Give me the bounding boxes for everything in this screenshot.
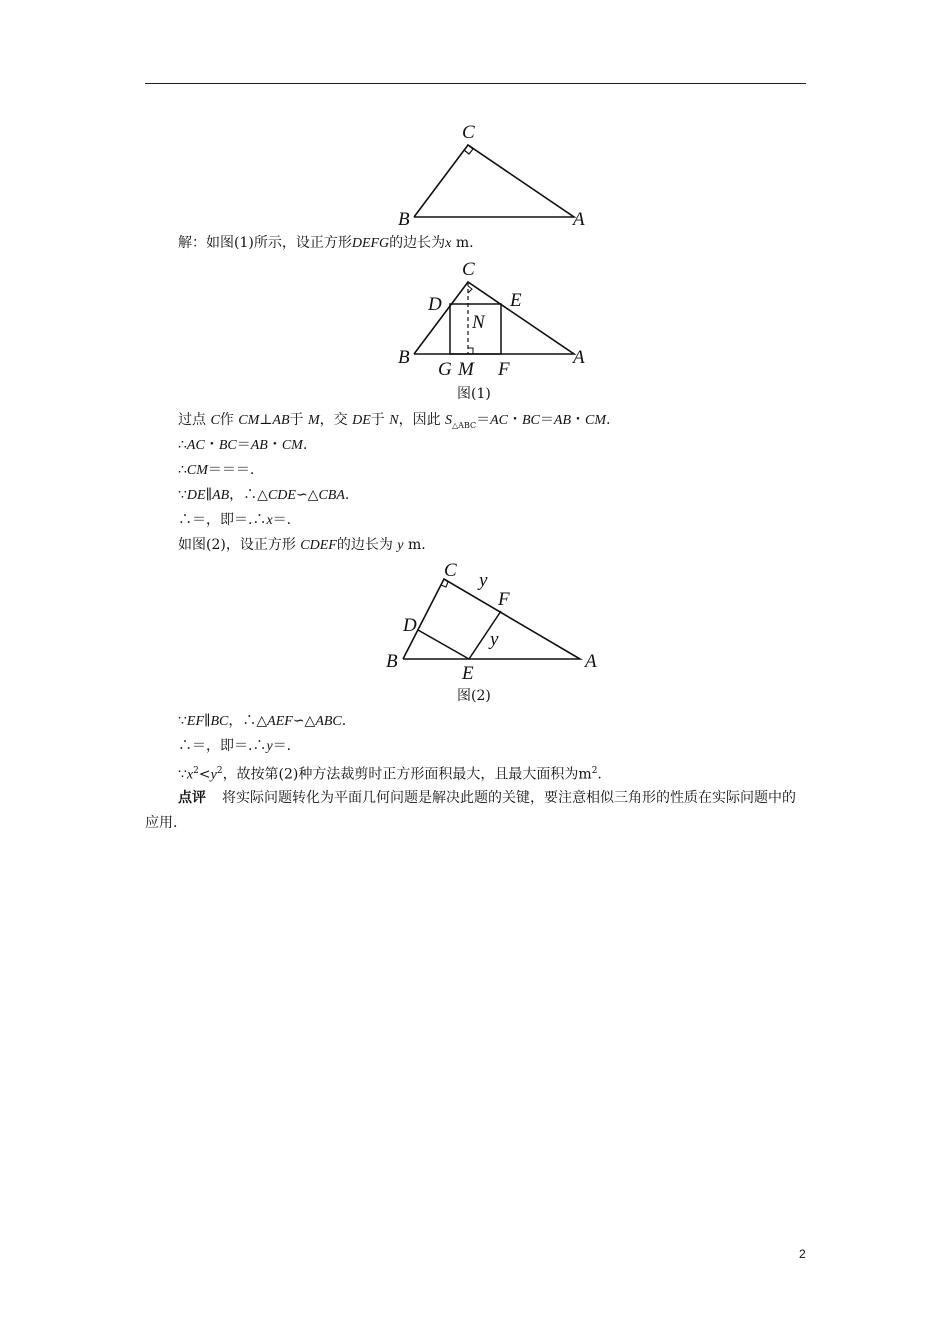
label-m: M — [458, 359, 474, 380]
figure-2-caption: 图(2) — [457, 688, 491, 704]
page-number: 2 — [799, 1247, 806, 1261]
solution-line-4: ∴CM＝＝＝. — [178, 462, 255, 478]
comment-title: 点评 — [178, 790, 206, 806]
label-b: B — [398, 347, 410, 368]
label-b: B — [398, 209, 410, 230]
figure-2-square-cdef — [380, 555, 605, 685]
figure-1-caption: 图(1) — [457, 386, 491, 402]
figure-triangle-abc — [380, 118, 600, 230]
label-c: C — [462, 122, 475, 143]
solution-line-3: ∴AC・BC＝AB・CM. — [178, 437, 308, 453]
solution-line-6: ∴＝，即＝.∴x＝. — [178, 512, 292, 528]
label-a: A — [573, 347, 585, 368]
label-a: A — [573, 209, 585, 230]
label-y-top: y — [479, 570, 488, 591]
solution-line-10: $\because x^2<y^2$，故按第(2)种方法裁剪时正方形面积最大，且最大面积为$m^2$. — [178, 766, 602, 783]
label-c: C — [444, 560, 457, 581]
label-f: F — [498, 359, 510, 380]
solution-line-5: ∵DE∥AB，∴△CDE∽△CBA. — [178, 487, 350, 503]
label-g: G — [438, 359, 452, 380]
comment-text: 将实际问题转化为平面几何问题是解决此题的关键，要注意相似三角形的性质在实际问题中的应用. — [145, 790, 796, 831]
label-n: N — [472, 312, 485, 333]
label-c: C — [462, 259, 475, 280]
label-a: A — [585, 651, 597, 672]
label-d: D — [428, 294, 442, 315]
header-rule — [145, 83, 806, 84]
figure-1-square-defg — [380, 255, 600, 380]
label-e: E — [510, 290, 522, 311]
solution-line-7: 如图(2)，设正方形 CDEF的边长为 y m. — [178, 537, 426, 553]
comment-paragraph — [145, 786, 807, 836]
solution-line-8: ∵EF∥BC，∴△AEF∽△ABC. — [178, 713, 347, 729]
solution-line-1: 解：如图(1)所示，设正方形DEFG的边长为x m. — [178, 235, 474, 251]
label-y-side: y — [490, 629, 499, 650]
label-f: F — [498, 589, 510, 610]
label-b: B — [386, 651, 398, 672]
solution-line-2: 过点 C作 CM⊥AB于 M，交 DE于 N，因此 $S_{\triangle ABC}=AC$・BC＝AB・CM. — [178, 412, 611, 430]
solution-line-9: ∴＝，即＝.∴y＝. — [178, 738, 292, 754]
label-d: D — [403, 615, 417, 636]
label-e: E — [462, 663, 474, 684]
